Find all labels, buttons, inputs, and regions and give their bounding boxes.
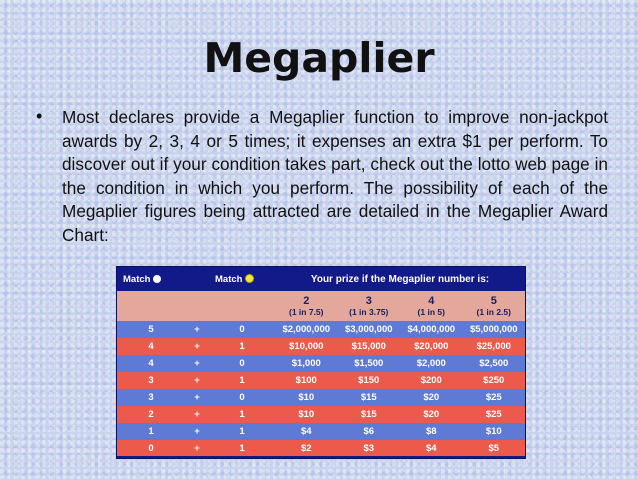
prize-cell: $20,000 [400, 338, 463, 355]
match-yellow-count: 1 [209, 372, 275, 389]
multiplier-value: 4 [428, 294, 435, 307]
prize-cell: $20 [400, 389, 463, 406]
prize-cell: $1,500 [338, 355, 401, 372]
table-row [117, 423, 525, 440]
table-row [117, 321, 525, 338]
prize-cell: $2 [275, 440, 338, 456]
table-row [117, 440, 525, 456]
match-yellow-count: 1 [209, 406, 275, 423]
match-white-header [117, 267, 185, 291]
prize-cell: $5 [463, 440, 526, 456]
prize-cell: $15 [338, 389, 401, 406]
prize-cell: $2,000,000 [275, 321, 338, 338]
prize-cell: $3,000,000 [338, 321, 401, 338]
multiplier-value: 2 [303, 294, 310, 307]
multiplier-header-row [117, 291, 525, 321]
chart-header-row [117, 267, 525, 291]
plus-sign: + [185, 406, 209, 423]
multiplier-value: 5 [490, 294, 497, 307]
prize-cell: $25 [463, 406, 526, 423]
match-white-count: 3 [117, 372, 185, 389]
match-yellow-count: 0 [209, 355, 275, 372]
multiplier-2-header [275, 291, 338, 321]
match-yellow-count: 1 [209, 440, 275, 456]
match-white-count: 3 [117, 389, 185, 406]
prize-cell: $150 [338, 372, 401, 389]
prize-cell: $25,000 [463, 338, 526, 355]
multiplier-value: 3 [365, 294, 372, 307]
prize-cell: $4 [275, 423, 338, 440]
prize-cell: $100 [275, 372, 338, 389]
match-yellow-count: 0 [209, 389, 275, 406]
match-white-count: 5 [117, 321, 185, 338]
prize-cell: $2,500 [463, 355, 526, 372]
award-table [117, 267, 525, 456]
multiplier-odds: (1 in 7.5) [289, 306, 324, 317]
white-ball-icon [153, 275, 161, 283]
multiplier-odds: (1 in 2.5) [476, 306, 511, 317]
multiplier-4-header [400, 291, 463, 321]
table-row [117, 355, 525, 372]
prize-cell: $10 [275, 389, 338, 406]
yellow-ball-icon [245, 274, 254, 283]
prize-cell: $8 [400, 423, 463, 440]
match-white-count: 4 [117, 338, 185, 355]
match-white-label: Match [123, 273, 151, 285]
slide-title: Megaplier [203, 34, 435, 82]
match-yellow-count: 1 [209, 423, 275, 440]
prize-cell: $5,000,000 [463, 321, 526, 338]
match-white-count: 2 [117, 406, 185, 423]
plus-sign: + [185, 389, 209, 406]
plus-sign: + [185, 355, 209, 372]
match-white-count: 1 [117, 423, 185, 440]
table-row [117, 338, 525, 355]
table-row [117, 389, 525, 406]
prize-cell: $10 [275, 406, 338, 423]
prize-cell: $15,000 [338, 338, 401, 355]
plus-sign: + [185, 440, 209, 456]
prize-cell: $3 [338, 440, 401, 456]
prize-cell: $10 [463, 423, 526, 440]
table-row [117, 372, 525, 389]
match-yellow-count: 0 [209, 321, 275, 338]
prize-cell: $10,000 [275, 338, 338, 355]
prize-cell: $6 [338, 423, 401, 440]
match-yellow-header [209, 267, 275, 291]
prize-cell: $25 [463, 389, 526, 406]
match-white-count: 4 [117, 355, 185, 372]
match-white-count: 0 [117, 440, 185, 456]
match-yellow-label: Match [215, 273, 243, 285]
prize-cell: $200 [400, 372, 463, 389]
prize-header: Your prize if the Megaplier number is: [275, 267, 525, 291]
prize-cell: $4 [400, 440, 463, 456]
bullet-text: Most declares provide a Megaplier function to improve non-jackpot awards by 2, 3, 4 or 5 times; it expenses an extra $1 per perform. To discover out if your condition takes part, check out the lotto web page in the condition in which you perform. The possibility of each of the Megaplier figures being attracted are detailed in the Megaplier Award Chart: [62, 107, 608, 245]
multiplier-odds: (1 in 5) [417, 306, 445, 317]
plus-sign: + [185, 321, 209, 338]
multiplier-3-header [338, 291, 401, 321]
multiplier-odds: (1 in 3.75) [349, 306, 389, 317]
prize-cell: $4,000,000 [400, 321, 463, 338]
multiplier-5-header [463, 291, 526, 321]
prize-cell: $250 [463, 372, 526, 389]
table-row [117, 406, 525, 423]
prize-cell: $2,000 [400, 355, 463, 372]
bullet-point [36, 106, 608, 247]
match-yellow-count: 1 [209, 338, 275, 355]
plus-sign: + [185, 372, 209, 389]
prize-cell: $1,000 [275, 355, 338, 372]
megaplier-award-chart [116, 266, 526, 459]
prize-cell: $15 [338, 406, 401, 423]
plus-sign: + [185, 338, 209, 355]
plus-sign: + [185, 423, 209, 440]
prize-cell: $20 [400, 406, 463, 423]
bullet-dot-icon: • [36, 106, 43, 126]
